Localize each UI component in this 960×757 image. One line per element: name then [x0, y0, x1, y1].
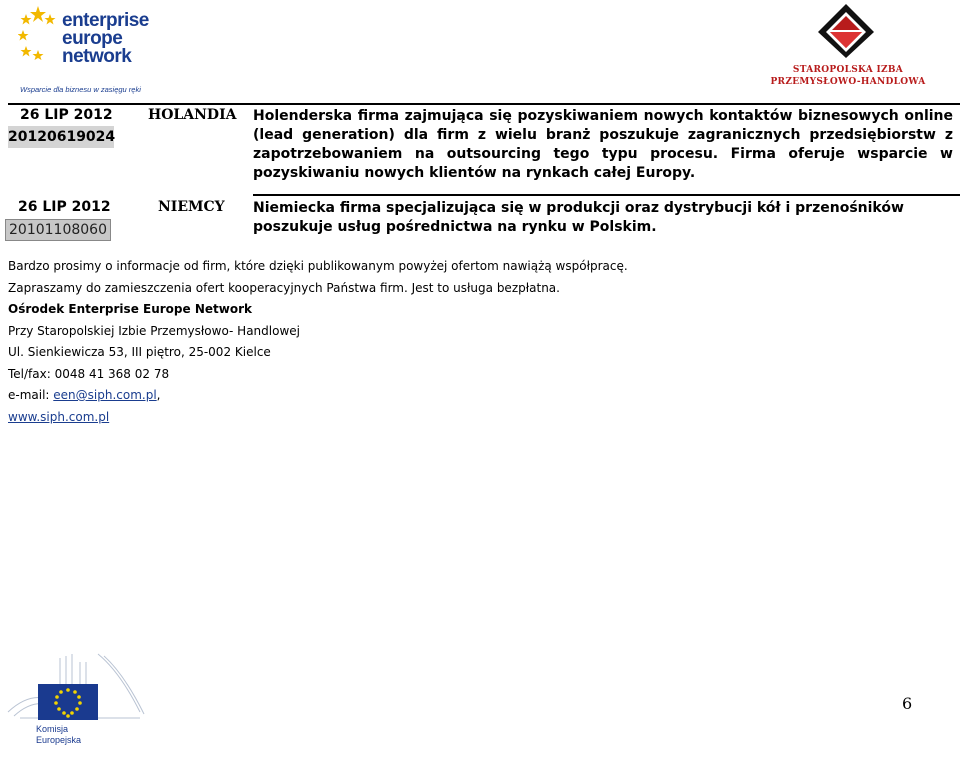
organization-host: Przy Staropolskiej Izbie Przemysłowo- Handlowej [8, 323, 300, 338]
siph-logo [768, 2, 928, 92]
enterprise-europe-network-logo [18, 4, 149, 96]
offer-date: 26 LIP 2012 [18, 199, 111, 215]
email-suffix: , [156, 388, 161, 402]
offer-country: NIEMCY [158, 199, 225, 215]
ec-building-icon [0, 652, 150, 753]
website-line [8, 409, 628, 431]
een-wordmark: enterprise europe network [62, 10, 149, 67]
siph-name: STAROPOLSKA IZBA PRZEMYSŁOWO-HANDLOWA [770, 65, 926, 87]
stars-icon [18, 4, 58, 60]
top-rule [8, 103, 960, 105]
offer-country: HOLANDIA [148, 107, 237, 123]
offer-divider [253, 194, 960, 196]
offer-reference: 20120619024 [8, 126, 114, 148]
email-line [8, 387, 628, 409]
ec-logo-line1: Komisja [36, 724, 69, 734]
european-commission-logo [0, 652, 150, 753]
offer-date: 26 LIP 2012 [20, 107, 113, 123]
contact-block [8, 258, 628, 430]
offer-description: Niemiecka firma specjalizująca się w produkcji oraz dystrybucji kół i przenośników poszukuje usług pośrednictwa na rynku w Polskim. [253, 200, 904, 235]
siph-emblem-icon [816, 2, 876, 60]
address: Ul. Sienkiewicza 53, III piętro, 25-002 Kielce [8, 345, 271, 359]
organization-name: Ośrodek Enterprise Europe Network [8, 302, 252, 316]
ec-logo-line2: Europejska [36, 735, 82, 745]
page-number: 6 [902, 694, 913, 713]
request-text: Bardzo prosimy o informacje od firm, które dzięki publikowanym powyżej ofertom nawiążą współpracę. [8, 259, 628, 273]
website-link[interactable]: www.siph.com.pl [8, 409, 110, 424]
offer-description: Holenderska firma zajmująca się pozyskiwaniem nowych kontaktów biznesowych online (lead generation) dla firm z wielu branż poszukuje zagranicznych przedsiębiorstw z zapotrzebowaniem na outsourcing tego typu procesu. Firma oferuje wsparcie w pozyskiwaniu nowych klientów na rynkach całej Europy. [253, 108, 953, 181]
offer-reference: 20101108060 [5, 219, 111, 241]
invitation-text: Zapraszamy do zamieszczenia ofert kooperacyjnych Państwa firm. Jest to usługa bezpłatna. [8, 280, 560, 295]
phone: Tel/fax: 0048 41 368 02 78 [8, 366, 170, 381]
email-label: e-mail: [8, 388, 54, 402]
een-tagline: Wsparcie dla biznesu w zasięgu ręki [20, 85, 141, 94]
email-link[interactable]: een@siph.com.pl [53, 388, 157, 402]
